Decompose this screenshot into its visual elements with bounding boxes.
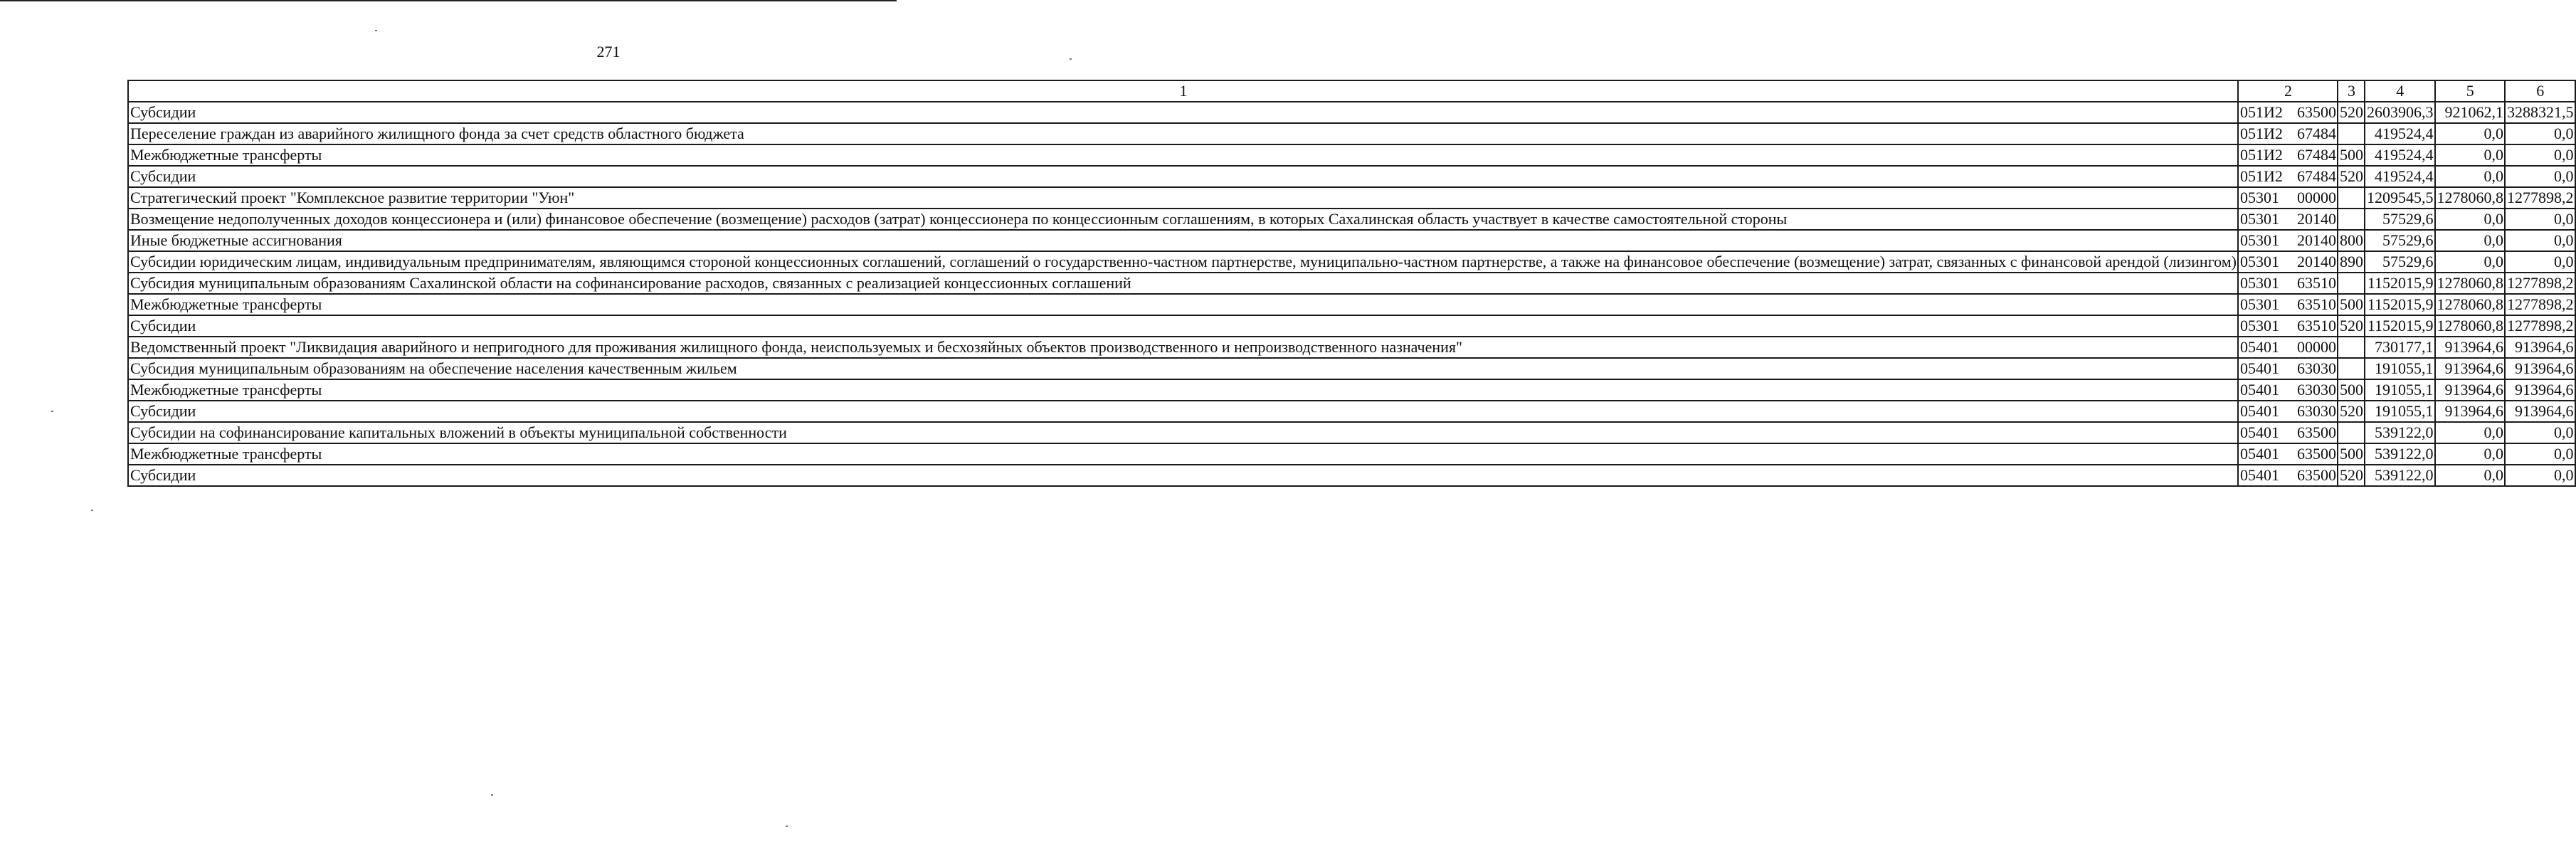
row-expense-type: 520 [2338, 401, 2365, 422]
row-value-col5: 0,0 [2435, 251, 2506, 273]
row-expense-type: 500 [2338, 379, 2365, 401]
column-header-4: 4 [2365, 80, 2435, 102]
row-value-col4: 1152015,9 [2365, 273, 2435, 294]
row-code [2238, 144, 2338, 166]
direction-code: 63500 [2297, 466, 2336, 484]
row-code [2238, 230, 2338, 251]
table-header [128, 80, 2575, 102]
row-expense-type: 500 [2338, 294, 2365, 315]
row-expense-type [2338, 187, 2365, 209]
direction-code: 67484 [2297, 146, 2336, 164]
row-value-col4: 191055,1 [2365, 358, 2435, 379]
row-name: Стратегический проект "Комплексное развитие территории "Уюн" [128, 187, 2238, 209]
row-value-col6: 913964,6 [2505, 337, 2575, 358]
header-row [128, 80, 2575, 102]
row-code [2238, 337, 2338, 358]
row-code [2238, 209, 2338, 230]
scan-speck [51, 411, 53, 412]
table-row [128, 273, 2575, 294]
row-name: Субсидии [128, 315, 2238, 337]
row-code [2238, 251, 2338, 273]
page-number: 271 [596, 43, 621, 60]
row-value-col6: 3288321,5 [2505, 102, 2575, 123]
table-row [128, 422, 2575, 443]
direction-code: 63500 [2297, 445, 2336, 463]
row-value-col4: 1152015,9 [2365, 315, 2435, 337]
row-expense-type: 500 [2338, 144, 2365, 166]
row-value-col4: 57529,6 [2365, 251, 2435, 273]
budget-table [127, 80, 2576, 487]
table-row [128, 443, 2575, 465]
row-expense-type [2338, 123, 2365, 144]
program-code: 05301 [2240, 210, 2279, 228]
row-value-col6: 1277898,2 [2505, 315, 2575, 337]
row-expense-type [2338, 209, 2365, 230]
row-name: Возмещение недополученных доходов концессионера и (или) финансовое обеспечение (возмещение) расходов (затрат) концессионера по концессионным соглашениям, в которых Сахалинская область участвует в качестве самостоятельной стороны [128, 209, 2238, 230]
program-code: 05301 [2240, 253, 2279, 270]
direction-code: 63510 [2297, 317, 2336, 334]
row-value-col5: 913964,6 [2435, 401, 2506, 422]
column-header-3: 3 [2338, 80, 2365, 102]
row-name: Межбюджетные трансферты [128, 144, 2238, 166]
row-value-col6: 0,0 [2505, 123, 2575, 144]
row-code [2238, 358, 2338, 379]
direction-code: 20140 [2297, 253, 2336, 270]
program-code: 051И2 [2240, 125, 2283, 142]
program-code: 05401 [2240, 402, 2279, 420]
row-value-col5: 0,0 [2435, 422, 2506, 443]
table-row [128, 102, 2575, 123]
row-value-col6: 0,0 [2505, 166, 2575, 187]
row-value-col4: 191055,1 [2365, 401, 2435, 422]
direction-code: 20140 [2297, 231, 2336, 249]
row-value-col4: 419524,4 [2365, 123, 2435, 144]
row-code [2238, 123, 2338, 144]
row-value-col6: 0,0 [2505, 230, 2575, 251]
table-row [128, 166, 2575, 187]
row-code [2238, 401, 2338, 422]
row-code [2238, 166, 2338, 187]
program-code: 05401 [2240, 423, 2279, 441]
row-code [2238, 422, 2338, 443]
row-code [2238, 294, 2338, 315]
row-name: Субсидии юридическим лицам, индивидуальным предпринимателям, являющимся стороной концессионных соглашений, соглашений о государственно-частном партнерстве, муниципально-частном партнерстве, а также на финансовое обеспечение (возмещение) затрат, связанных с финансовой арендой (лизингом) [128, 251, 2238, 273]
row-value-col5: 1278060,8 [2435, 273, 2506, 294]
row-name: Субсидия муниципальным образованиям на обеспечение населения качественным жильем [128, 358, 2238, 379]
direction-code: 63030 [2297, 359, 2336, 377]
program-code: 05401 [2240, 445, 2279, 463]
program-code: 05401 [2240, 466, 2279, 484]
direction-code: 63030 [2297, 381, 2336, 399]
row-value-col6: 0,0 [2505, 251, 2575, 273]
direction-code: 63030 [2297, 402, 2336, 420]
row-value-col4: 730177,1 [2365, 337, 2435, 358]
program-code: 051И2 [2240, 146, 2283, 164]
row-expense-type: 520 [2338, 315, 2365, 337]
row-value-col4: 1152015,9 [2365, 294, 2435, 315]
direction-code: 20140 [2297, 210, 2336, 228]
column-header-2: 2 [2238, 80, 2338, 102]
row-code [2238, 315, 2338, 337]
scan-speck [491, 794, 493, 796]
row-value-col4: 539122,0 [2365, 443, 2435, 465]
row-name: Межбюджетные трансферты [128, 294, 2238, 315]
row-value-col5: 1278060,8 [2435, 187, 2506, 209]
program-code: 051И2 [2240, 103, 2283, 121]
row-expense-type: 800 [2338, 230, 2365, 251]
row-value-col4: 1209545,5 [2365, 187, 2435, 209]
row-value-col4: 539122,0 [2365, 422, 2435, 443]
row-value-col5: 1278060,8 [2435, 315, 2506, 337]
row-value-col5: 921062,1 [2435, 102, 2506, 123]
row-value-col6: 913964,6 [2505, 358, 2575, 379]
scan-speck [1070, 58, 1072, 60]
table-row [128, 144, 2575, 166]
row-value-col6: 1277898,2 [2505, 187, 2575, 209]
row-value-col6: 0,0 [2505, 465, 2575, 486]
table-row [128, 337, 2575, 358]
row-value-col6: 0,0 [2505, 144, 2575, 166]
row-value-col5: 0,0 [2435, 230, 2506, 251]
row-code [2238, 187, 2338, 209]
row-value-col6: 913964,6 [2505, 379, 2575, 401]
table-row [128, 401, 2575, 422]
row-value-col4: 419524,4 [2365, 144, 2435, 166]
direction-code: 63510 [2297, 295, 2336, 313]
row-name: Межбюджетные трансферты [128, 443, 2238, 465]
table-row [128, 230, 2575, 251]
program-code: 05301 [2240, 231, 2279, 249]
row-code [2238, 443, 2338, 465]
scan-top-edge-line [0, 0, 897, 1]
direction-code: 63500 [2297, 423, 2336, 441]
row-expense-type: 500 [2338, 443, 2365, 465]
table-row [128, 358, 2575, 379]
program-code: 05301 [2240, 295, 2279, 313]
row-expense-type [2338, 273, 2365, 294]
row-expense-type: 890 [2338, 251, 2365, 273]
row-name: Ведомственный проект "Ликвидация аварийного и непригодного для проживания жилищного фонда, неиспользуемых и бесхозяйных объектов производственного и непроизводственного назначения" [128, 337, 2238, 358]
row-value-col6: 0,0 [2505, 422, 2575, 443]
direction-code: 67484 [2297, 125, 2336, 142]
table-row [128, 465, 2575, 486]
column-header-5: 5 [2435, 80, 2506, 102]
row-name: Субсидии [128, 166, 2238, 187]
row-name: Межбюджетные трансферты [128, 379, 2238, 401]
direction-code: 00000 [2297, 338, 2336, 356]
row-code [2238, 465, 2338, 486]
row-value-col4: 191055,1 [2365, 379, 2435, 401]
program-code: 05401 [2240, 359, 2279, 377]
scan-speck [375, 30, 377, 31]
row-code [2238, 379, 2338, 401]
table-row [128, 209, 2575, 230]
row-name: Иные бюджетные ассигнования [128, 230, 2238, 251]
direction-code: 00000 [2297, 189, 2336, 206]
row-value-col5: 913964,6 [2435, 337, 2506, 358]
direction-code: 63510 [2297, 274, 2336, 292]
program-code: 05401 [2240, 381, 2279, 399]
direction-code: 67484 [2297, 167, 2336, 185]
row-value-col6: 0,0 [2505, 443, 2575, 465]
row-value-col5: 913964,6 [2435, 358, 2506, 379]
table-row [128, 379, 2575, 401]
row-value-col5: 913964,6 [2435, 379, 2506, 401]
row-expense-type [2338, 422, 2365, 443]
row-expense-type [2338, 337, 2365, 358]
row-value-col6: 1277898,2 [2505, 273, 2575, 294]
row-value-col4: 57529,6 [2365, 230, 2435, 251]
table-row [128, 294, 2575, 315]
row-value-col5: 0,0 [2435, 465, 2506, 486]
row-expense-type: 520 [2338, 166, 2365, 187]
row-name: Субсидии на софинансирование капитальных вложений в объекты муниципальной собственности [128, 422, 2238, 443]
program-code: 051И2 [2240, 167, 2283, 185]
row-value-col4: 2603906,3 [2365, 102, 2435, 123]
program-code: 05301 [2240, 317, 2279, 334]
row-value-col5: 0,0 [2435, 123, 2506, 144]
direction-code: 63500 [2297, 103, 2336, 121]
scan-speck [91, 510, 93, 511]
row-expense-type [2338, 358, 2365, 379]
row-value-col5: 0,0 [2435, 166, 2506, 187]
row-expense-type: 520 [2338, 465, 2365, 486]
program-code: 05401 [2240, 338, 2279, 356]
row-value-col5: 0,0 [2435, 144, 2506, 166]
row-value-col5: 0,0 [2435, 443, 2506, 465]
table-row [128, 123, 2575, 144]
row-value-col5: 1278060,8 [2435, 294, 2506, 315]
table-row [128, 251, 2575, 273]
row-value-col6: 0,0 [2505, 209, 2575, 230]
row-value-col4: 539122,0 [2365, 465, 2435, 486]
row-value-col6: 913964,6 [2505, 401, 2575, 422]
row-name: Переселение граждан из аварийного жилищного фонда за счет средств областного бюджета [128, 123, 2238, 144]
row-code [2238, 273, 2338, 294]
row-name: Субсидии [128, 401, 2238, 422]
row-value-col6: 1277898,2 [2505, 294, 2575, 315]
row-value-col4: 419524,4 [2365, 166, 2435, 187]
column-header-6: 6 [2505, 80, 2575, 102]
table-row [128, 187, 2575, 209]
column-header-1: 1 [128, 80, 2238, 102]
row-expense-type: 520 [2338, 102, 2365, 123]
row-value-col5: 0,0 [2435, 209, 2506, 230]
row-name: Субсидия муниципальным образованиям Сахалинской области на софинансирование расходов, связанных с реализацией концессионных соглашений [128, 273, 2238, 294]
row-code [2238, 102, 2338, 123]
program-code: 05301 [2240, 189, 2279, 206]
row-name: Субсидии [128, 465, 2238, 486]
scan-speck [786, 826, 788, 827]
table-row [128, 315, 2575, 337]
program-code: 05301 [2240, 274, 2279, 292]
table-body [128, 102, 2575, 486]
row-value-col4: 57529,6 [2365, 209, 2435, 230]
row-name: Субсидии [128, 102, 2238, 123]
